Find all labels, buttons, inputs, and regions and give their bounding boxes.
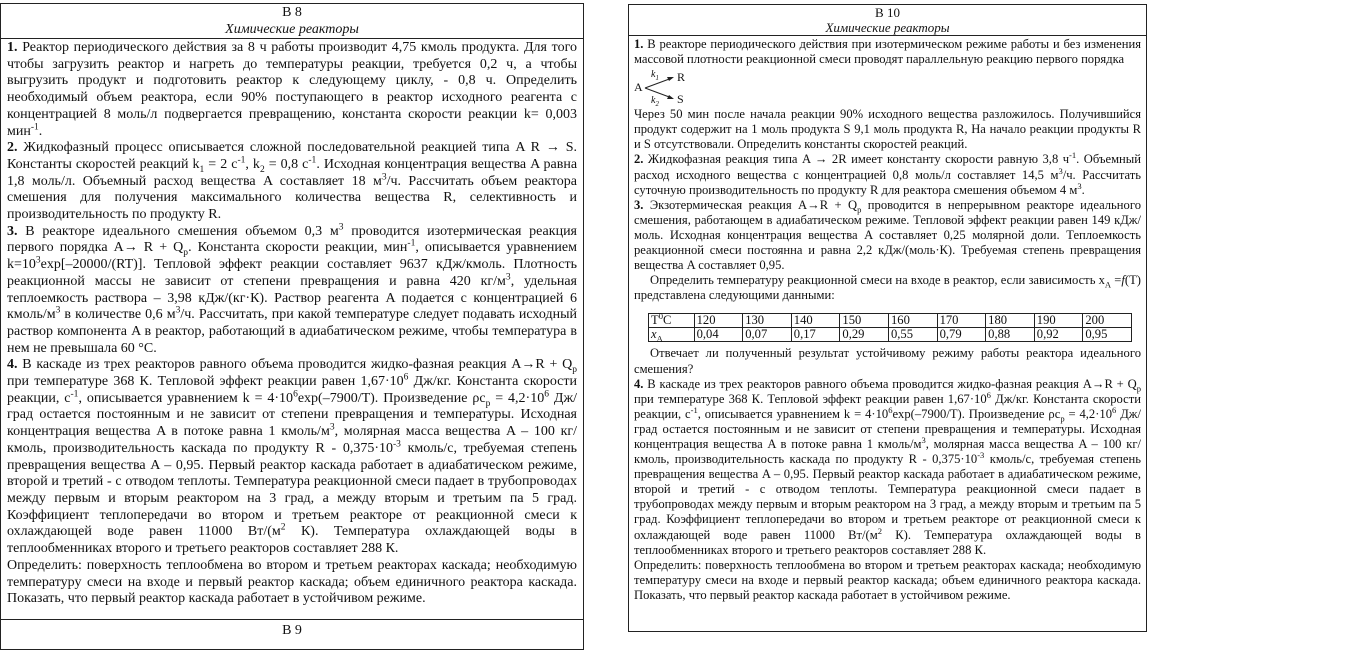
superscript: -1 (690, 404, 698, 415)
superscript: -1 (407, 238, 416, 249)
text-run: в количестве 0,6 м (60, 307, 176, 323)
conversion-cell: 0,17 (791, 328, 840, 342)
variant-8-problems (1, 39, 583, 610)
problem-1 (634, 37, 1141, 67)
conversion-table (648, 313, 1132, 342)
problem-number: 3. (7, 223, 18, 239)
conversion-cell: 0,79 (937, 328, 986, 342)
superscript: -1 (237, 155, 246, 166)
superscript: 3 (55, 305, 61, 316)
scheme-product-s: S (677, 92, 684, 107)
subscript: 1 (199, 164, 205, 175)
problem-number: 1. (7, 40, 18, 55)
text-run: /ч. Рассчитать, при какой температуре следует подавать исходный раствор компонента A в реактор, работающий в адиабатическом режиме, чтобы температура в нем не превышала 60 °C. (7, 307, 577, 356)
subscript: p (1060, 413, 1065, 424)
superscript: 2 (280, 522, 286, 533)
temperature-cell: 130 (743, 314, 792, 328)
variant-10-problems (629, 36, 1146, 603)
problem-number: 4. (634, 376, 644, 391)
parallel-reaction-scheme (634, 69, 1141, 107)
temperature-cell: 190 (1034, 314, 1083, 328)
problem-3-task (634, 273, 1141, 303)
text-run: , описывается уравнением k=10 (7, 240, 577, 273)
text-run: В реакторе идеального смешения объемом 0,3 м (17, 223, 339, 239)
text-run: при температуре 368 К. Тепловой эффект реакции равен 1,67·10 (634, 391, 987, 406)
conversion-cell: 0,29 (840, 328, 889, 342)
problem-number: 3. (634, 197, 644, 212)
problem-3-question (634, 346, 1141, 376)
problem-1-conditions (634, 107, 1141, 152)
superscript: 3 (381, 171, 387, 182)
variant-10-card (628, 4, 1147, 632)
variant-title: Химические реакторы (225, 22, 359, 37)
superscript: -1 (308, 155, 317, 166)
k1-index: 1 (655, 75, 659, 83)
text-run: Определить температуру реакционной смеси на входе в реактор, если зависимость x (650, 273, 1105, 288)
problem-1 (7, 40, 577, 140)
variant-8-header (1, 4, 583, 39)
text-run: проводится изотермическая реакция первого порядка A→ R + Q (7, 223, 577, 256)
scheme-k1 (651, 69, 659, 83)
problem-3 (7, 224, 577, 358)
text-run: . (38, 123, 43, 139)
text-run: . Константа скорости реакции, мин (188, 240, 408, 256)
k1-symbol: k (651, 69, 656, 81)
variant-title: Химические реакторы (825, 20, 950, 35)
text-run: T (651, 313, 659, 328)
text-run: (T) представлена следующими данными: (634, 273, 1141, 303)
variant-10-header (629, 5, 1146, 36)
text-run: Дж/град остается постоянным и не зависит от степени превращения и температуры. Исходная концентрация вещества A в потоке равна 1 кмоль/м (634, 406, 1142, 451)
superscript: 3 (1058, 165, 1063, 176)
superscript: -1 (70, 389, 79, 400)
problem-4-task (7, 558, 577, 608)
superscript: 3 (338, 222, 344, 233)
text-run: = 4,2·10 (490, 390, 545, 406)
text-run: Жидкофазный процесс описывается сложной последовательной реакцией типа A R → S. Константы скоростей реакций k (7, 140, 577, 172)
text-run: проводится в непрерывном реакторе идеального смешения, работающем в адиабатическом режиме. Тепловой эффект реакции равен 149 кДж/моль. Исходная концентрация вещества A составляет 0,25 молярной доли. Теплоемкость реакционной смеси постоянна и равна 2,2 кДж/(моль·К). Требуемая степень превращения вещества A составляет 0,95. (634, 197, 1141, 273)
superscript: 3 (35, 255, 41, 266)
text-run: К). Температура охлаждающей воды в теплообменниках второго и третьего реакторов составляет 288 К. (7, 524, 577, 557)
left-column (0, 3, 584, 650)
text-run: Дж/град остается постоянным и не зависит от степени превращения и температуры. Исходная концентрация вещества A в потоке равна 1 кмоль/м (7, 390, 578, 440)
subscript: A (1104, 279, 1112, 290)
conversion-cell: 0,95 (1083, 328, 1132, 342)
text-run: , описывается уравнением k = 4·10 (697, 406, 889, 421)
scheme-product-r: R (677, 70, 686, 85)
subscript: p (572, 365, 577, 376)
superscript: 6 (986, 389, 991, 400)
text-run: Экзотермическая реакция A→R + Q (643, 197, 858, 212)
superscript: -3 (392, 439, 401, 450)
problem-4 (634, 377, 1141, 558)
conversion-cell: 0,07 (743, 328, 792, 342)
scheme-reactant: A (634, 80, 643, 95)
text-run: Определить: поверхность теплообмена во втором и третьем реакторах каскада; необходимую температуру смеси на входе и первый реактор каскада; объем единичного реактора каскада. Показать, что первый реактор каскада работает в устойчивом режиме. (634, 557, 1141, 602)
row-label (649, 311, 695, 328)
text-run: exp[–20000/(RT)]. Тепловой эффект реакции составляет 9637 кДж/кмоль. Плотность реакционной массы не зависит от степени превращения и равна 420 кг/м (7, 257, 577, 289)
temperature-cell: 140 (791, 314, 840, 328)
superscript: -1 (1069, 150, 1077, 161)
temperature-cell: 180 (986, 314, 1035, 328)
text-run: = 2 с (204, 156, 238, 172)
text-run: кмоль/с, требуемая степень превращения вещества A – 0,95. Первый реактор каскада работает в адиабатическом режиме, второй и третий - с отводом теплоты. Температура реакционной смеси падает в трубопроводах между первым и вторым реактором на 3 град, а между вторым и третьим па 5 град. Коэффициент теплопередачи во втором и третьем реакторе от реакционной смеси к охлаждающей воде равен 11000 Вт/(м (634, 452, 1141, 542)
conversion-row (649, 328, 1132, 342)
superscript: 3 (1077, 180, 1082, 191)
variant-8-card (0, 3, 584, 620)
subscript: A (656, 333, 663, 344)
text-run: Дж/кг. Константа скорости реакции, с (634, 391, 1141, 421)
conversion-cell: 0,88 (986, 328, 1035, 342)
problem-number: 2. (7, 140, 18, 156)
text-run: /ч. Рассчитать объем реактора смешения для получения максимального количества вещества R, селективность и производительность по продукту R. (7, 173, 577, 223)
superscript: 6 (888, 404, 893, 415)
subscript: p (857, 204, 862, 215)
conversion-cell: 0,04 (694, 328, 743, 342)
text-run: , молярная масса вещества A – 100 кг/кмоль, производительность каскада по продукту R - 0,375·10 (634, 436, 1141, 467)
variant-number: В 9 (282, 623, 302, 638)
superscript: 3 (921, 434, 926, 445)
conversion-cell: 0,55 (888, 328, 937, 342)
text-run: exp(–7900/T). Произведение ρc (892, 406, 1061, 421)
text-run: = 0,8 с (264, 156, 309, 172)
text-run: В каскаде из трех реакторов равного объема проводится жидко-фазная реакция A→R + Q (643, 376, 1137, 391)
text-run: = (1111, 273, 1122, 288)
scheme-k2 (651, 95, 659, 109)
text-run: , описывается уравнением k = 4·10 (78, 390, 294, 406)
text-run: , k (245, 156, 260, 172)
text-run: В каскаде из трех реакторов равного объема проводится жидко-фазная реакция A→R + Q (17, 357, 573, 373)
k2-index: 2 (655, 101, 659, 109)
temperature-cell: 150 (840, 314, 889, 328)
variant-number: В 8 (282, 5, 302, 20)
text-run: . (1081, 182, 1085, 197)
temperature-cell: 200 (1083, 314, 1132, 328)
problem-2 (7, 140, 577, 224)
k2-symbol: k (651, 95, 656, 107)
conversion-cell: 0,92 (1034, 328, 1083, 342)
superscript: 3 (175, 305, 181, 316)
problem-number: 2. (634, 152, 644, 167)
text-run: Отвечает ли полученный результат устойчивому режиму работы реактора идеального смешения? (634, 346, 1141, 376)
superscript: 6 (1112, 404, 1117, 415)
problem-number: 1. (634, 37, 644, 51)
text-run: Реактор периодического действия за 8 ч работы производит 4,75 кмоль продукта. Для того чтобы загрузить реактор и нагреть до температуры реакции, требуется 0,2 ч, а чтобы выгрузить продукт и подготовить реактор к следующему циклу, - 0,8 ч. Определить необходимый объем реактора, если 90% поступающего в реактор исходного реагента с концентрацией 8 моль/л подвергается превращению, константа скорости реакции k= 0,003 мин (7, 40, 577, 139)
superscript: 3 (329, 422, 335, 433)
problem-3 (634, 198, 1141, 273)
superscript: 6 (403, 372, 409, 383)
text-run: C (662, 313, 672, 328)
temperature-cell: 170 (937, 314, 986, 328)
text-run: . Исходная концентрация вещества A равна 1,8 моль/л. Объемный расход вещества A составляет 18 м (7, 156, 578, 189)
text-run: , удельная теплоемкость раствора – 3,98 кДж/(кг·К). Раствор реагента A подается с концентрацией 6 кмоль/м (7, 273, 578, 323)
problem-4-task (634, 558, 1141, 603)
superscript: 6 (544, 389, 549, 400)
temperature-cell: 160 (888, 314, 937, 328)
text-run: , молярная масса вещества A – 100 кг/кмоль, производительность каскада по продукту R - 0,375·10 (7, 424, 577, 456)
text-run: Дж/кг. Константа скорости реакции, с (7, 374, 577, 406)
temperature-cell: 120 (694, 314, 743, 328)
superscript: 3 (505, 272, 511, 283)
superscript: -1 (30, 121, 39, 132)
superscript: 2 (877, 525, 882, 536)
variant-number: В 10 (875, 5, 900, 20)
text-run: Определить: поверхность теплообмена во втором и третьем реакторах каскада; необходимую температуру смеси на входе и первый реактор каскада; объем единичного реактора каскада. Показать, что первый реактор каскада работает в устойчивом режиме. (7, 557, 577, 607)
problem-number: 4. (7, 357, 18, 373)
text-run: кмоль/с, требуемая степень превращения вещества A – 0,95. Первый реактор каскада работает в адиабатическом режиме, второй и третий - с отводом теплоты. Температура реакционной смеси падает в трубопроводах между первым и вторым реактором на 3 град, а между вторым и третьим па 5 град. Коэффициент теплопередачи во втором и третьем реакторе от реакционной смеси к охлаждающей воде равен 11000 Вт/(м (7, 440, 577, 540)
italic-symbol: x (651, 327, 657, 342)
text-run: exp(–7900/T). Произведение ρc (297, 390, 486, 406)
text-run: Жидкофазная реакция типа A → 2R имеет константу скорости равную 3,8 ч (643, 152, 1070, 167)
problem-4 (7, 357, 577, 557)
subscript: p (485, 398, 491, 409)
subscript: p (1136, 383, 1141, 394)
text-run: В реакторе периодического действия при изотермическом режиме работы и без изменения массовой плотности реакционной смеси проводят параллельную реакцию первого порядка (634, 37, 1141, 67)
text-run: К). Температура охлаждающей воды в теплообменниках второго и третьего реакторов составляет 288 К. (634, 527, 1141, 557)
row-label (649, 328, 695, 342)
variant-9-card (0, 620, 584, 650)
superscript: 0 (658, 311, 663, 322)
text-run: Через 50 мин после начала реакции 90% исходного вещества разложилось. Получившийся продукт содержит на 1 моль продукта S 9,1 моль продукта R, На начало реакции продукты R и S отсутствовали. Определить константы скоростей реакций. (634, 107, 1141, 152)
italic-symbol: f (1121, 273, 1125, 288)
text-run: при температуре 368 К. Тепловой эффект реакции равен 1,67·10 (7, 374, 404, 390)
text-run: . Объемный расход исходного вещества с концентрацией 0,8 моль/л составляет 14,5 м (634, 152, 1141, 182)
problem-2 (634, 152, 1141, 197)
superscript: 6 (293, 389, 298, 400)
temperature-row (649, 314, 1132, 328)
text-run: = 4,2·10 (1064, 406, 1113, 421)
subscript: 2 (259, 164, 265, 175)
superscript: -3 (977, 449, 985, 460)
subscript: p (183, 248, 189, 259)
text-run: /ч. Рассчитать суточную производительность по продукту R для реактора смешения объемом 4 м (634, 167, 1141, 197)
